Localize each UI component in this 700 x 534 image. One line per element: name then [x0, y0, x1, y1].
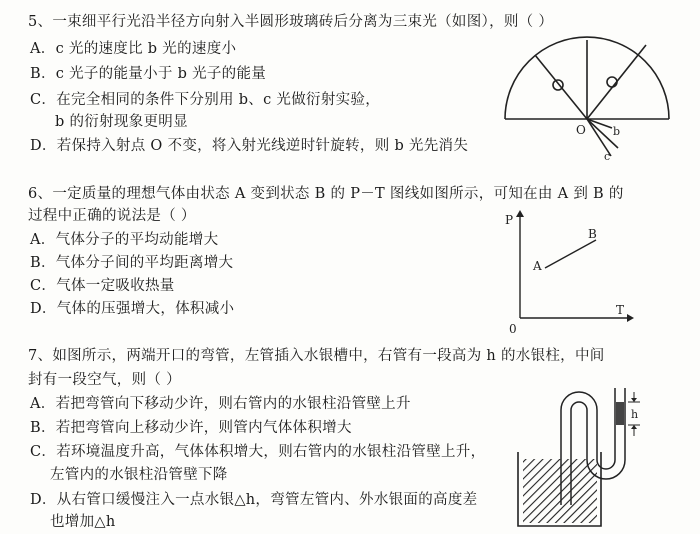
- label-p: P: [505, 213, 514, 227]
- label-h: h: [631, 408, 639, 421]
- label-t: T: [616, 303, 625, 317]
- q6-option-a: A．气体分子的平均动能增大: [30, 232, 219, 248]
- q5-option-b: B．c 光子的能量小于 b 光子的能量: [30, 66, 267, 82]
- mercury-fill: [523, 459, 597, 523]
- q5-option-d: D．若保持入射点 O 不变，将入射光线逆时针旋转，则 b 光先消失: [30, 138, 469, 154]
- label-b: b: [613, 125, 621, 138]
- q5-stem: 5、一束细平行光沿半径方向射入半圆形玻璃砖后分离为三束光（如图），则（ ）: [28, 14, 554, 30]
- q6-option-d: D．气体的压强增大，体积减小: [30, 301, 235, 317]
- q5-option-c-cont: b 的衍射现象更明显: [55, 114, 188, 130]
- label-a: A: [533, 259, 542, 273]
- label-c: c: [604, 150, 611, 163]
- q6-stem-line1: 6、一定质量的理想气体由状态 A 变到状态 B 的 P－T 图线如图所示，可知在由 A 到 B 的: [28, 186, 624, 202]
- mercury-column: [616, 402, 624, 425]
- q6-option-b: B．气体分子间的平均距离增大: [30, 255, 234, 271]
- label-b-point: B: [588, 227, 597, 241]
- q5-option-c: C．在完全相同的条件下分别用 b、c 光做衍射实验，: [30, 92, 381, 108]
- q7-stem-line1: 7、如图所示，两端开口的弯管，左管插入水银槽中，右管有一段高为 h 的水银柱，中间: [28, 348, 605, 364]
- q5-option-a: A．c 光的速度比 b 光的速度小: [30, 41, 237, 57]
- q7-option-c-cont: 左管内的水银柱沿管壁下降: [50, 467, 228, 483]
- q7-option-d-cont: 也增加△h: [50, 514, 116, 530]
- q7-option-c: C．若环境温度升高，气体体积增大，则右管内的水银柱沿管壁上升，: [30, 444, 486, 460]
- label-zero: 0: [509, 322, 517, 336]
- q7-option-d: D．从右管口缓慢注入一点水银△h，弯管左管内、外水银面的高度差: [30, 492, 478, 508]
- label-o: O: [576, 123, 586, 137]
- q7-stem-line2: 封有一段空气，则（ ）: [28, 372, 181, 388]
- q7-option-b: B．若把弯管向上移动少许，则管内气体体积增大: [30, 420, 352, 436]
- q6-option-c: C．气体一定吸收热量: [30, 278, 175, 294]
- q6-stem-line2: 过程中正确的说法是（ ）: [28, 208, 196, 224]
- q7-option-a: A．若把弯管向下移动少许，则右管内的水银柱沿管壁上升: [30, 396, 411, 412]
